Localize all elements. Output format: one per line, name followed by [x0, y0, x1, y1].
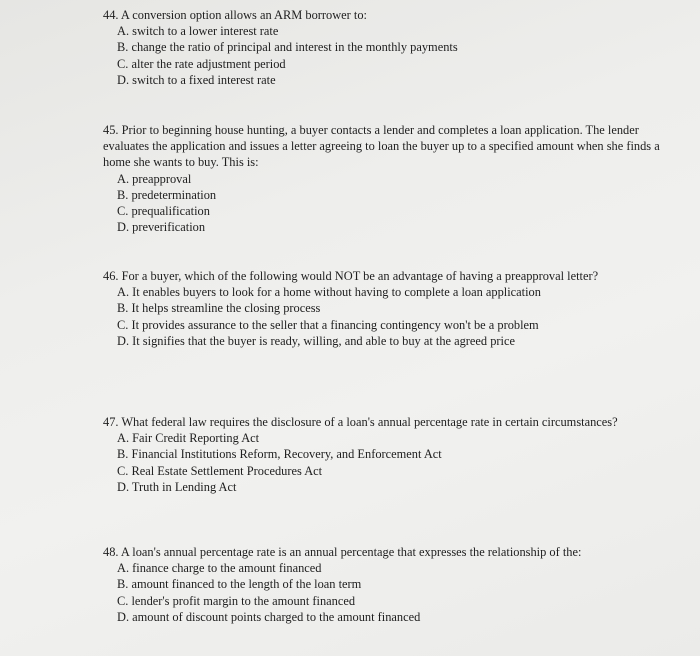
question-stem: 44. A conversion option allows an ARM borrower to: — [103, 8, 367, 22]
question-47 — [103, 414, 663, 495]
question-45 — [103, 122, 663, 235]
option-d: D. Truth in Lending Act — [117, 479, 237, 494]
option-b: B. amount financed to the length of the loan term — [117, 577, 362, 592]
answer-options — [103, 171, 663, 236]
option-a: A. It enables buyers to look for a home without having to complete a loan application — [117, 285, 541, 300]
option-b: B. Financial Institutions Reform, Recovery, and Enforcement Act — [117, 447, 442, 462]
question-stem: 48. A loan's annual percentage rate is an annual percentage that expresses the relationship of the: — [103, 545, 582, 559]
question-46 — [103, 268, 663, 349]
question-stem: 46. For a buyer, which of the following would NOT be an advantage of having a preapproval letter? — [103, 269, 599, 283]
option-d: D. amount of discount points charged to the amount financed — [117, 609, 421, 624]
question-48 — [103, 544, 663, 625]
question-stem: 45. Prior to beginning house hunting, a buyer contacts a lender and completes a loan application. The lender evaluates the application and issues a letter agreeing to loan the buyer up to a specified amount when she finds a home she wants to buy. This is: — [103, 123, 660, 170]
option-a: A. Fair Credit Reporting Act — [117, 431, 260, 446]
option-a: A. preapproval — [117, 171, 192, 186]
answer-options — [103, 430, 663, 495]
answer-options — [103, 284, 663, 349]
answer-options — [103, 560, 663, 625]
option-b: B. It helps streamline the closing process — [117, 301, 321, 316]
option-c: C. It provides assurance to the seller that a financing contingency won't be a problem — [117, 317, 539, 332]
option-a: A. switch to a lower interest rate — [117, 24, 279, 39]
option-b: B. predetermination — [117, 187, 217, 202]
option-c: C. alter the rate adjustment period — [117, 56, 286, 71]
question-stem: 47. What federal law requires the disclosure of a loan's annual percentage rate in certain circumstances? — [103, 415, 618, 429]
option-c: C. Real Estate Settlement Procedures Act — [117, 463, 323, 478]
question-44 — [103, 7, 663, 88]
option-d: D. It signifies that the buyer is ready, willing, and able to buy at the agreed price — [117, 333, 515, 348]
option-c: C. prequalification — [117, 204, 210, 219]
option-c: C. lender's profit margin to the amount financed — [117, 593, 356, 608]
option-d: D. switch to a fixed interest rate — [117, 72, 276, 87]
option-a: A. finance charge to the amount financed — [117, 561, 322, 576]
answer-options — [103, 23, 663, 88]
option-b: B. change the ratio of principal and interest in the monthly payments — [117, 40, 458, 55]
option-d: D. preverification — [117, 220, 206, 235]
